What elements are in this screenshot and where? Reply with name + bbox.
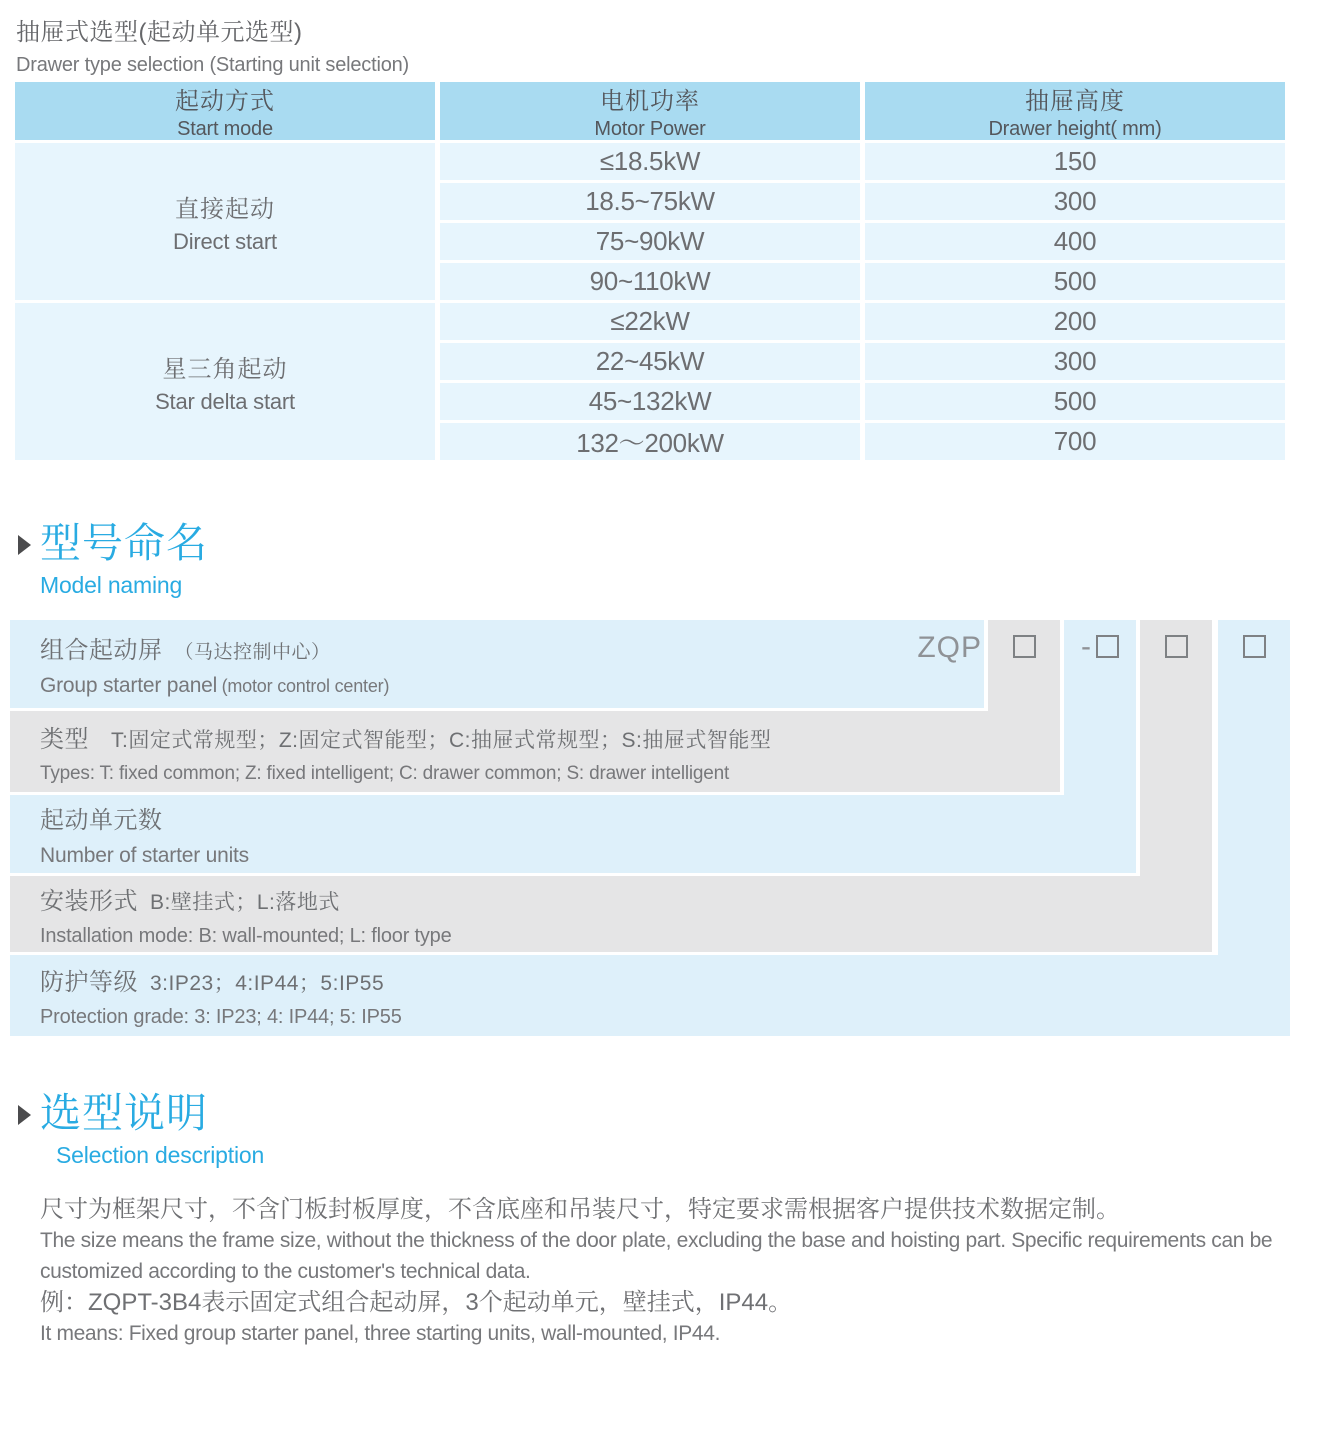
row-label-en-sub: (motor control center) [221,676,390,696]
merged-cell-direct-start [15,143,435,300]
code-column-installation [1140,620,1212,877]
document-title-en: Drawer type selection (Starting unit selection) [16,54,410,76]
selection-description-text [40,1194,1300,1349]
row-label-cn: 组合起动屏 [40,637,163,664]
row-label-cn-sub: （马达控制中心） [174,642,331,663]
table-cell-power: 45~132kW [440,383,860,420]
table-cell-power: 75~90kW [440,223,860,260]
code-column-units [1064,620,1136,796]
row-label-cn: 类型 [40,725,89,753]
table-cell-height: 700 [865,423,1285,460]
col-header-start-mode [15,82,435,140]
model-naming-heading-en: Model naming [40,572,183,599]
col-header-motor-power [440,82,860,140]
row-label-cn-sub: 3:IP23；4:IP44；5:IP55 [150,972,385,995]
col-header-drawer-height-cn: 抽屉高度 [1025,88,1125,115]
row-label-en: Group starter panel [40,674,218,697]
table-cell-power: ≤18.5kW [440,143,860,180]
description-line: It means: Fixed group starter panel, three starting units, wall-mounted, IP44. [40,1322,721,1345]
row-label-cn-sub: T:固定式常规型；Z:固定式智能型；C:抽屉式常规型；S:抽屉式智能型 [111,728,772,752]
description-line: customized according to the customer's technical data. [40,1260,531,1283]
description-line: 例：ZQPT-3B4表示固定式组合起动屏，3个起动单元，壁挂式，IP44。 [40,1289,793,1316]
table-cell-height: 400 [865,223,1285,260]
table-cell-power: 22~45kW [440,343,860,380]
row-label-cn: 防护等级 [40,969,138,996]
document-title [16,12,409,77]
code-placeholder-square [1165,635,1188,658]
direct-start-en: Direct start [173,228,277,254]
row-label-en: Protection grade: 3: IP23; 4: IP44; 5: IP55 [40,1006,402,1028]
table-cell-height: 300 [865,183,1285,220]
table-cell-height: 500 [865,263,1285,300]
description-line: 尺寸为框架尺寸，不含门板封板厚度，不含底座和吊装尺寸，特定要求需根据客户提供技术数据定制。 [40,1196,1120,1223]
table-cell-power: 18.5~75kW [440,183,860,220]
code-dash: - [1081,629,1091,663]
selection-heading-en: Selection description [56,1142,265,1169]
row-label-cn: 起动单元数 [40,807,163,834]
code-placeholder-square [1243,635,1266,658]
row-label-en: Types: T: fixed common; Z: fixed intelligent; C: drawer common; S: drawer intelligent [40,762,730,784]
table-cell-height: 300 [865,343,1285,380]
star-delta-start-cn: 星三角起动 [162,355,288,383]
code-column-protection [1218,620,1290,956]
section-marker-icon [18,1105,31,1125]
model-naming-heading-cn: 型号命名 [40,520,208,566]
description-line: The size means the frame size, without the thickness of the door plate, excluding the base and hoisting part. Specific requirements can be [40,1229,1273,1252]
model-row-group-starter-panel [10,620,984,708]
direct-start-cn: 直接起动 [175,195,275,223]
model-row-starter-units [10,795,1136,873]
document-title-cn: 抽屉式选型(起动单元选型) [16,19,303,46]
row-label-en: Installation mode: B: wall-mounted; L: floor type [40,924,452,947]
model-naming-diagram [10,620,1290,1036]
table-cell-height: 500 [865,383,1285,420]
star-delta-start-en: Star delta start [155,388,295,414]
code-placeholder-square [1096,635,1119,658]
model-row-installation-mode [10,876,1212,952]
row-label-en: Number of starter units [40,844,249,867]
col-header-start-mode-en: Start mode [177,118,273,140]
table-cell-power: ≤22kW [440,303,860,340]
col-header-motor-power-cn: 电机功率 [600,88,700,115]
col-header-start-mode-cn: 起动方式 [175,88,275,115]
table-cell-power: 132～200kW [440,423,860,460]
model-row-protection-grade [10,955,1290,1036]
table-cell-height: 200 [865,303,1285,340]
section-marker-icon [18,535,31,555]
section-heading-model-naming [18,522,208,599]
col-header-drawer-height [865,82,1285,140]
table-cell-height: 150 [865,143,1285,180]
code-placeholder-square [1013,635,1036,658]
model-code-prefix: ZQP [917,631,982,664]
col-header-drawer-height-en: Drawer height( mm) [988,118,1162,140]
section-heading-selection-description [18,1092,264,1169]
row-label-cn-sub: B:壁挂式；L:落地式 [150,890,340,914]
code-column-type [988,620,1060,712]
row-label-cn: 安装形式 [40,887,138,915]
selection-heading-cn: 选型说明 [40,1090,208,1136]
table-cell-power: 90~110kW [440,263,860,300]
merged-cell-star-delta-start [15,303,435,460]
model-row-type [10,711,1060,792]
drawer-selection-table [15,82,1285,460]
col-header-motor-power-en: Motor Power [594,118,706,140]
